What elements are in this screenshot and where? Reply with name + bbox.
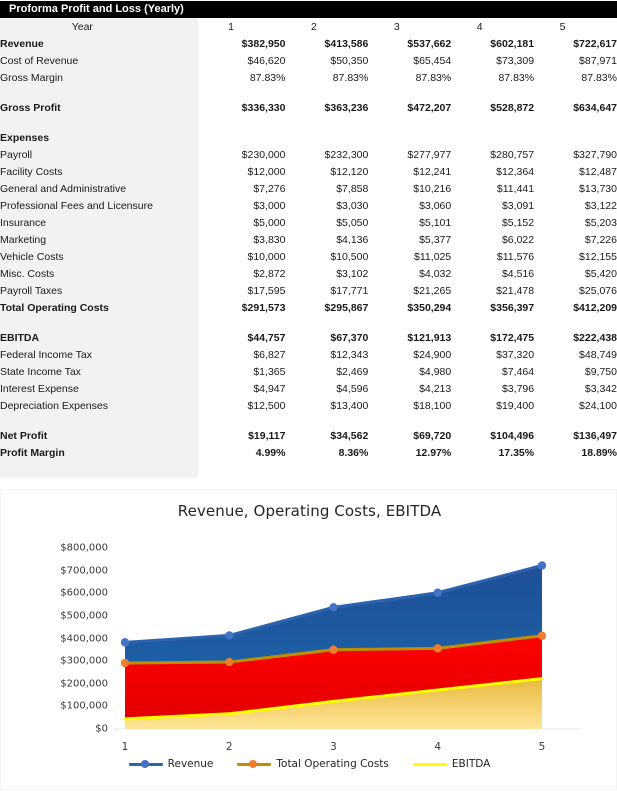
table-cell: $104,496 bbox=[490, 429, 535, 442]
table-cell: $12,487 bbox=[579, 165, 617, 178]
table-cell: $50,350 bbox=[330, 54, 369, 67]
table-cell bbox=[285, 316, 368, 329]
table-cell: $87,971 bbox=[579, 54, 617, 67]
table-cell: 87.83% bbox=[498, 71, 535, 84]
table-row bbox=[0, 163, 617, 180]
table-cell: $65,454 bbox=[413, 54, 452, 67]
table-row bbox=[0, 397, 617, 414]
table-cell: $4,032 bbox=[419, 267, 452, 280]
table-cell: 18.89% bbox=[581, 446, 617, 459]
legend-item-total-operating-costs[interactable] bbox=[237, 758, 389, 770]
x-axis-tick-label: 2 bbox=[225, 741, 233, 753]
table-cell: $10,000 bbox=[247, 250, 286, 263]
column-header-year-5: 5 bbox=[559, 20, 566, 33]
x-axis-tick-label: 5 bbox=[538, 741, 546, 753]
column-header-year-2: 2 bbox=[310, 20, 317, 33]
x-axis-tick-label: 1 bbox=[121, 741, 129, 753]
table-cell: $528,872 bbox=[490, 101, 535, 114]
table-cell bbox=[285, 414, 368, 427]
table-cell: $5,377 bbox=[419, 233, 452, 246]
row-label: Interest Expense bbox=[0, 382, 79, 395]
legend-swatch bbox=[413, 759, 447, 769]
legend-item-ebitda[interactable] bbox=[413, 758, 490, 770]
table-cell bbox=[203, 86, 286, 99]
table-cell: $350,294 bbox=[407, 301, 452, 314]
column-header-year-3: 3 bbox=[393, 20, 400, 33]
legend-marker-dot bbox=[249, 760, 257, 768]
table-cell: $10,216 bbox=[413, 182, 452, 195]
table-cell: $13,400 bbox=[330, 399, 369, 412]
table-cell: $5,101 bbox=[419, 216, 452, 229]
table-cell: $11,441 bbox=[496, 182, 535, 195]
table-cell: $46,620 bbox=[247, 54, 286, 67]
row-label: General and Administrative bbox=[0, 182, 127, 195]
table-cell: $230,000 bbox=[241, 148, 286, 161]
column-header-year-4: 4 bbox=[476, 20, 483, 33]
table-cell bbox=[203, 316, 286, 329]
table-cell: $6,827 bbox=[253, 348, 286, 361]
data-point-marker bbox=[329, 646, 337, 654]
table-cell bbox=[368, 116, 451, 129]
table-cell bbox=[451, 86, 534, 99]
row-label: Total Operating Costs bbox=[0, 301, 109, 314]
table-row bbox=[0, 265, 617, 282]
data-point-marker bbox=[225, 658, 233, 666]
table-cell: $44,757 bbox=[247, 331, 286, 344]
data-point-marker bbox=[329, 603, 337, 611]
table-cell: 87.83% bbox=[581, 71, 617, 84]
table-cell: $634,647 bbox=[573, 101, 617, 114]
table-spacer-row bbox=[0, 116, 617, 129]
table-cell bbox=[534, 316, 617, 329]
table-cell: 8.36% bbox=[338, 446, 369, 459]
table-cell: $4,213 bbox=[419, 382, 452, 395]
table-cell: $9,750 bbox=[584, 365, 617, 378]
chart-legend bbox=[1, 758, 617, 770]
y-axis-tick-label: $200,000 bbox=[60, 678, 108, 690]
row-label: Expenses bbox=[0, 131, 50, 144]
table-cell: $5,000 bbox=[253, 216, 286, 229]
y-axis-tick-label: $500,000 bbox=[60, 610, 108, 622]
row-label: Facility Costs bbox=[0, 165, 63, 178]
table-cell: $1,365 bbox=[253, 365, 286, 378]
row-label bbox=[0, 316, 203, 329]
legend-marker-dot bbox=[141, 760, 149, 768]
table-cell bbox=[203, 116, 286, 129]
x-axis-tick-label: 3 bbox=[330, 741, 337, 753]
y-axis-tick-label: $600,000 bbox=[60, 587, 108, 599]
table-cell: $277,977 bbox=[407, 148, 452, 161]
table-row bbox=[0, 146, 617, 163]
y-axis-tick-label: $800,000 bbox=[60, 542, 108, 554]
table-cell: $2,872 bbox=[253, 267, 286, 280]
y-axis-tick-label: $400,000 bbox=[60, 633, 108, 644]
table-cell: $10,500 bbox=[330, 250, 369, 263]
table-cell bbox=[451, 316, 534, 329]
table-cell: $12,241 bbox=[413, 165, 452, 178]
legend-label: Revenue bbox=[167, 758, 214, 770]
table-cell: $327,790 bbox=[573, 148, 617, 161]
table-cell: $363,236 bbox=[324, 101, 369, 114]
legend-line bbox=[413, 763, 447, 767]
header-label-cell: Year bbox=[71, 20, 93, 33]
table-cell bbox=[203, 129, 286, 146]
row-label: Professional Fees and Licensure bbox=[0, 199, 153, 212]
table-cell: $12,343 bbox=[330, 348, 369, 361]
table-cell: $48,749 bbox=[579, 348, 617, 361]
table-row bbox=[0, 214, 617, 231]
table-row bbox=[0, 129, 617, 146]
table-cell: $4,596 bbox=[336, 382, 369, 395]
table-title: Proforma Profit and Loss (Yearly) bbox=[0, 1, 207, 18]
table-cell: $3,796 bbox=[501, 382, 535, 395]
table-cell: $12,120 bbox=[330, 165, 369, 178]
legend-item-revenue[interactable] bbox=[129, 758, 214, 770]
table-row bbox=[0, 346, 617, 363]
table-cell: $17,595 bbox=[247, 284, 286, 297]
table-cell: $21,478 bbox=[496, 284, 535, 297]
table-row bbox=[0, 248, 617, 265]
row-label: Vehicle Costs bbox=[0, 250, 64, 263]
table-cell: $5,050 bbox=[336, 216, 369, 229]
table-cell: $7,464 bbox=[501, 365, 535, 378]
table-cell: $4,980 bbox=[419, 365, 452, 378]
row-label: Insurance bbox=[0, 216, 47, 229]
table-cell: $602,181 bbox=[490, 37, 535, 50]
row-label bbox=[0, 116, 203, 129]
table-cell: $4,516 bbox=[501, 267, 535, 280]
table-cell: $5,203 bbox=[584, 216, 617, 229]
table-cell bbox=[534, 414, 617, 427]
legend-swatch bbox=[237, 759, 271, 769]
table-cell: $3,342 bbox=[584, 382, 617, 395]
table-cell: $67,370 bbox=[330, 331, 369, 344]
table-cell: $356,397 bbox=[490, 301, 535, 314]
table-cell: 12.97% bbox=[415, 446, 452, 459]
table-cell: $222,438 bbox=[573, 331, 617, 344]
row-label: Payroll bbox=[0, 148, 33, 161]
row-label: EBITDA bbox=[0, 331, 40, 344]
table-cell: $37,320 bbox=[496, 348, 535, 361]
legend-label: EBITDA bbox=[451, 758, 491, 770]
table-cell: $19,117 bbox=[248, 429, 286, 442]
row-label: Profit Margin bbox=[0, 446, 65, 459]
table-cell: $4,136 bbox=[336, 233, 369, 246]
table-cell: $12,000 bbox=[247, 165, 286, 178]
table-cell: 17.35% bbox=[498, 446, 535, 459]
table-cell: $3,830 bbox=[253, 233, 286, 246]
table-cell: 87.83% bbox=[249, 71, 286, 84]
table-cell: $7,276 bbox=[253, 182, 286, 195]
table-cell: $7,858 bbox=[336, 182, 369, 195]
table-cell bbox=[451, 116, 534, 129]
legend-label: Total Operating Costs bbox=[276, 758, 389, 770]
table-spacer-row bbox=[0, 414, 617, 427]
table-cell: $18,100 bbox=[413, 399, 452, 412]
data-point-marker bbox=[225, 631, 233, 639]
table-cell: 4.99% bbox=[255, 446, 286, 459]
table-cell: $6,022 bbox=[501, 233, 535, 246]
table-row bbox=[0, 444, 617, 461]
row-label bbox=[0, 414, 203, 427]
table-cell: $3,030 bbox=[336, 199, 369, 212]
table-cell: $382,950 bbox=[241, 37, 286, 50]
table-cell: $722,617 bbox=[573, 37, 617, 50]
row-label: Net Profit bbox=[0, 429, 48, 442]
data-point-marker bbox=[121, 659, 129, 667]
table-cell: 87.83% bbox=[332, 71, 369, 84]
table-cell bbox=[451, 414, 534, 427]
table-row bbox=[0, 363, 617, 380]
data-point-marker bbox=[121, 638, 129, 646]
table-row bbox=[0, 52, 617, 69]
table-row bbox=[0, 35, 617, 52]
table-cell: $5,420 bbox=[584, 267, 617, 280]
table-cell: $25,076 bbox=[579, 284, 617, 297]
table-cell: $136,497 bbox=[573, 429, 617, 442]
table-cell: $3,102 bbox=[336, 267, 369, 280]
y-axis-tick-label: $0 bbox=[95, 723, 108, 735]
table-cell: 87.83% bbox=[415, 71, 452, 84]
data-point-marker bbox=[538, 561, 546, 569]
table-row bbox=[0, 231, 617, 248]
y-axis-tick-label: $100,000 bbox=[60, 700, 108, 712]
table-cell: $3,091 bbox=[501, 199, 535, 212]
legend-swatch bbox=[129, 759, 163, 769]
table-cell: $336,330 bbox=[241, 101, 286, 114]
row-label: Misc. Costs bbox=[0, 267, 55, 280]
y-axis-tick-label: $700,000 bbox=[60, 565, 108, 577]
table-row bbox=[0, 299, 617, 316]
row-label bbox=[0, 86, 203, 99]
table-cell: $4,947 bbox=[253, 382, 286, 395]
column-header-year-1: 1 bbox=[228, 20, 234, 33]
table-cell: $537,662 bbox=[407, 37, 452, 50]
table-cell: $232,300 bbox=[324, 148, 369, 161]
table-cell: $5,152 bbox=[501, 216, 535, 229]
table-cell bbox=[534, 116, 617, 129]
table-row bbox=[0, 427, 617, 444]
table-cell: $24,100 bbox=[579, 399, 617, 412]
row-label: Revenue bbox=[0, 37, 44, 50]
table-cell bbox=[368, 86, 451, 99]
row-label: Gross Margin bbox=[0, 71, 64, 84]
table-cell: $121,913 bbox=[407, 331, 452, 344]
row-label: Gross Profit bbox=[0, 101, 61, 114]
table-cell: $34,562 bbox=[330, 429, 369, 442]
table-cell bbox=[534, 86, 617, 99]
data-point-marker bbox=[434, 589, 442, 597]
table-cell: $280,757 bbox=[490, 148, 535, 161]
stacked-area-chart bbox=[0, 489, 617, 790]
table-cell: $19,400 bbox=[496, 399, 535, 412]
table-spacer-row bbox=[0, 86, 617, 99]
table-cell: $291,573 bbox=[241, 301, 286, 314]
y-axis-tick-label: $300,000 bbox=[60, 655, 108, 667]
table-spacer-row bbox=[0, 316, 617, 329]
table-cell bbox=[285, 129, 368, 146]
table-cell: $24,900 bbox=[413, 348, 452, 361]
table-cell: $472,207 bbox=[407, 101, 452, 114]
table-row bbox=[0, 329, 617, 346]
chart-plot-area bbox=[1, 490, 617, 791]
table-cell bbox=[285, 116, 368, 129]
table-cell bbox=[368, 414, 451, 427]
table-cell: $2,469 bbox=[336, 365, 369, 378]
table-row bbox=[0, 380, 617, 397]
table-row bbox=[0, 282, 617, 299]
title-bar-extension bbox=[207, 1, 617, 18]
table-cell: $3,000 bbox=[253, 199, 286, 212]
data-point-marker bbox=[434, 644, 442, 652]
x-axis-tick-label: 4 bbox=[434, 741, 442, 753]
chart-title: Revenue, Operating Costs, EBITDA bbox=[177, 502, 442, 520]
table-cell bbox=[368, 316, 451, 329]
table-cell bbox=[534, 129, 617, 146]
row-label: Cost of Revenue bbox=[0, 54, 79, 67]
financial-grid bbox=[0, 18, 617, 461]
table-cell: $73,309 bbox=[496, 54, 535, 67]
table-cell: $12,155 bbox=[579, 250, 617, 263]
table-cell bbox=[285, 86, 368, 99]
table-cell: $412,209 bbox=[573, 301, 617, 314]
table-cell: $172,475 bbox=[490, 331, 535, 344]
table-cell: $3,060 bbox=[419, 199, 452, 212]
row-label: Marketing bbox=[0, 233, 47, 246]
table-cell: $7,226 bbox=[584, 233, 617, 246]
table-row bbox=[0, 69, 617, 86]
table-cell bbox=[203, 414, 286, 427]
table-header-row bbox=[0, 18, 617, 35]
table-cell: $11,576 bbox=[496, 250, 535, 263]
table-cell: $12,364 bbox=[496, 165, 535, 178]
table-row bbox=[0, 197, 617, 214]
table-cell: $69,720 bbox=[413, 429, 452, 442]
table-cell bbox=[451, 129, 534, 146]
row-label: State Income Tax bbox=[0, 365, 81, 378]
table-cell bbox=[368, 129, 451, 146]
table-cell: $12,500 bbox=[247, 399, 286, 412]
data-point-marker bbox=[538, 632, 546, 640]
table-cell: $21,265 bbox=[413, 284, 452, 297]
table-cell: $17,771 bbox=[330, 284, 369, 297]
table-cell: $295,867 bbox=[324, 301, 369, 314]
row-label: Federal Income Tax bbox=[0, 348, 93, 361]
row-label: Payroll Taxes bbox=[0, 284, 63, 297]
row-label: Depreciation Expenses bbox=[0, 399, 108, 412]
table-cell: $3,122 bbox=[584, 199, 617, 212]
table-cell: $13,730 bbox=[579, 182, 617, 195]
table-cell: $11,025 bbox=[414, 250, 452, 263]
table-cell: $413,586 bbox=[324, 37, 369, 50]
table-row bbox=[0, 99, 617, 116]
table-row bbox=[0, 180, 617, 197]
